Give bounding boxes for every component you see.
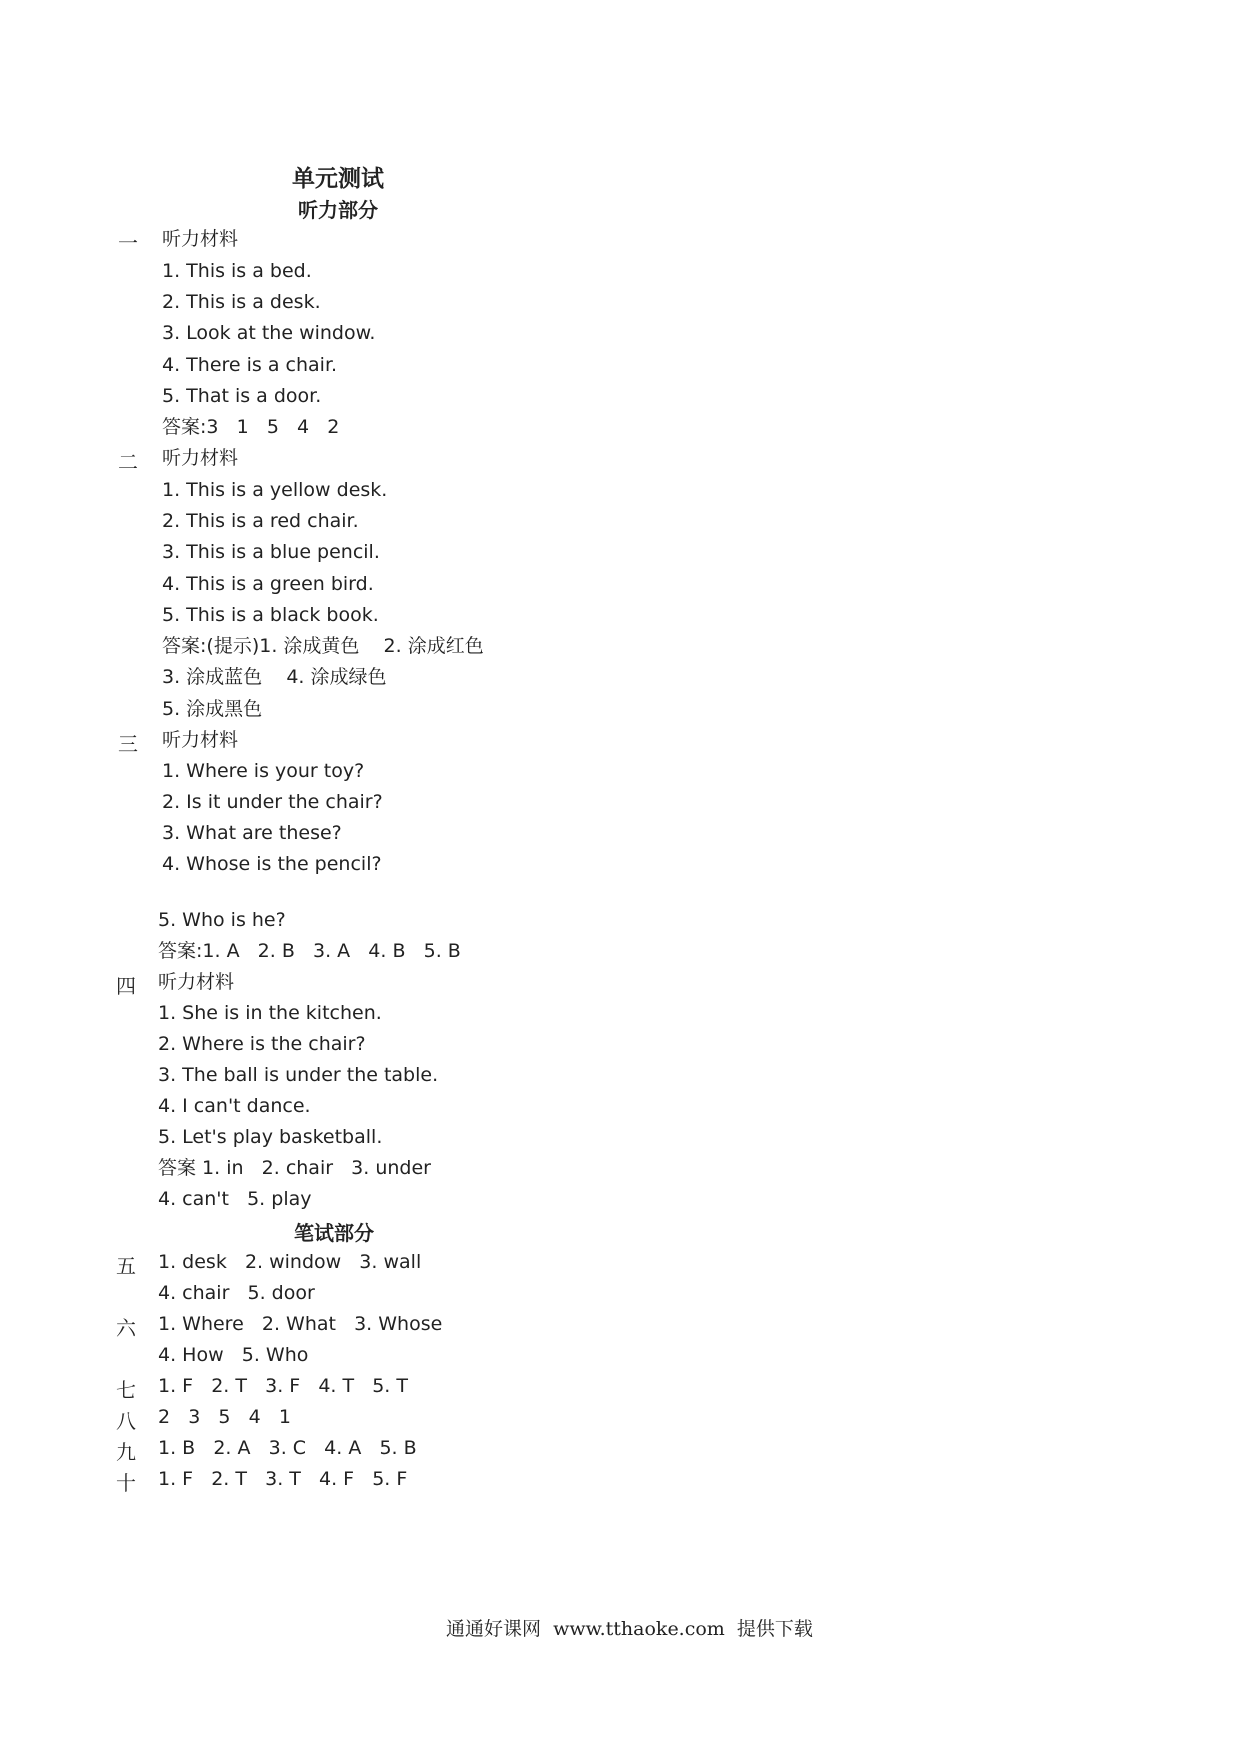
section-1-label: 听力材料 xyxy=(162,228,239,250)
written-6-line: 4. How 5. Who xyxy=(158,1344,309,1366)
section-1-line: 2. This is a desk. xyxy=(162,291,321,313)
section-4-line: 1. She is in the kitchen. xyxy=(158,1002,382,1024)
written-8-number: 八 xyxy=(116,1409,136,1433)
section-1-number: 一 xyxy=(118,231,138,255)
written-5-line: 1. desk 2. window 3. wall xyxy=(158,1251,422,1273)
written-7-line: 1. F 2. T 3. F 4. T 5. T xyxy=(158,1375,408,1397)
written-10-line: 1. F 2. T 3. T 4. F 5. F xyxy=(158,1468,408,1490)
section-2-line: 1. This is a yellow desk. xyxy=(162,479,388,501)
section-3-line: 5. Who is he? xyxy=(158,909,286,931)
section-4-number: 四 xyxy=(116,974,136,998)
written-5-number: 五 xyxy=(116,1254,136,1278)
written-heading: 笔试部分 xyxy=(294,1221,374,1245)
listening-heading: 听力部分 xyxy=(298,198,378,222)
section-4-answer: 4. can't 5. play xyxy=(158,1188,312,1210)
section-1-line: 5. That is a door. xyxy=(162,385,322,407)
section-1-line: 1. This is a bed. xyxy=(162,260,312,282)
section-2-answer: 5. 涂成黑色 xyxy=(162,698,263,720)
section-4-line: 5. Let's play basketball. xyxy=(158,1126,383,1148)
footer-watermark: 通通好课网 www.tthaoke.com 提供下载 xyxy=(446,1618,813,1640)
written-6-line: 1. Where 2. What 3. Whose xyxy=(158,1313,443,1335)
section-1-answer: 答案:3 1 5 4 2 xyxy=(162,416,340,438)
written-9-line: 1. B 2. A 3. C 4. A 5. B xyxy=(158,1437,417,1459)
section-2-line: 4. This is a green bird. xyxy=(162,573,374,595)
written-8-line: 2 3 5 4 1 xyxy=(158,1406,291,1428)
section-4-line: 3. The ball is under the table. xyxy=(158,1064,439,1086)
section-2-answer: 3. 涂成蓝色 4. 涂成绿色 xyxy=(162,666,387,688)
section-3-line: 2. Is it under the chair? xyxy=(162,791,383,813)
section-2-line: 2. This is a red chair. xyxy=(162,510,359,532)
section-1-line: 4. There is a chair. xyxy=(162,354,338,376)
section-3-line: 3. What are these? xyxy=(162,822,342,844)
section-4-answer: 答案 1. in 2. chair 3. under xyxy=(158,1157,431,1179)
page-title: 单元测试 xyxy=(292,166,384,192)
written-9-number: 九 xyxy=(116,1440,136,1464)
section-2-label: 听力材料 xyxy=(162,447,239,469)
written-5-line: 4. chair 5. door xyxy=(158,1282,315,1304)
section-2-answer: 答案:(提示)1. 涂成黄色 2. 涂成红色 xyxy=(162,635,484,657)
written-6-number: 六 xyxy=(116,1316,136,1340)
written-10-number: 十 xyxy=(116,1471,136,1495)
section-1-line: 3. Look at the window. xyxy=(162,322,376,344)
section-4-line: 2. Where is the chair? xyxy=(158,1033,366,1055)
section-2-line: 3. This is a blue pencil. xyxy=(162,541,380,563)
section-3-number: 三 xyxy=(118,732,138,756)
section-4-label: 听力材料 xyxy=(158,971,235,993)
section-3-line: 4. Whose is the pencil? xyxy=(162,853,382,875)
section-2-number: 二 xyxy=(118,450,138,474)
written-7-number: 七 xyxy=(116,1378,136,1402)
section-3-label: 听力材料 xyxy=(162,729,239,751)
section-3-answer: 答案:1. A 2. B 3. A 4. B 5. B xyxy=(158,940,461,962)
section-3-line: 1. Where is your toy? xyxy=(162,760,365,782)
section-2-line: 5. This is a black book. xyxy=(162,604,379,626)
section-4-line: 4. I can't dance. xyxy=(158,1095,311,1117)
